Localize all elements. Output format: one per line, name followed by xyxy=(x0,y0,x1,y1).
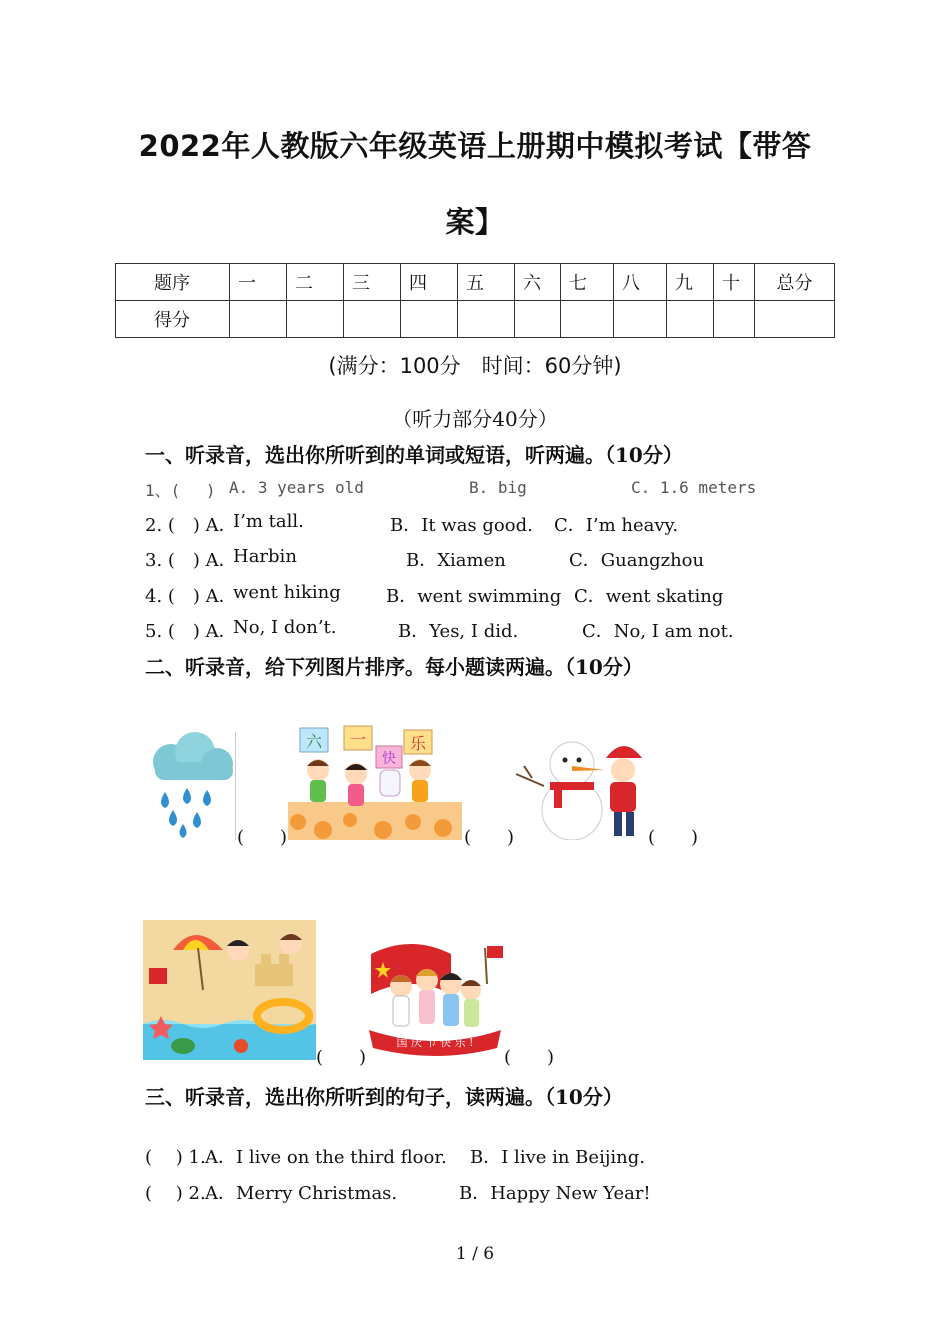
option-b: B．Xiamen xyxy=(406,550,506,571)
question-number: 5. ( ) A． xyxy=(145,621,237,642)
option-b: B．I live in Beijing. xyxy=(470,1147,645,1168)
question-row xyxy=(145,1143,785,1169)
rain-cloud-picture xyxy=(143,730,237,840)
score-table-header-cell: 一 xyxy=(230,264,287,301)
answer-blank[interactable]: ( ) xyxy=(237,827,288,848)
page-title-line1: 2022年人教版六年级英语上册期中模拟考试【带答 xyxy=(138,129,812,163)
section2-heading: 二、听录音，给下列图片排序。每小题读两遍。（10分） xyxy=(145,655,643,679)
flag-icon xyxy=(487,946,503,958)
score-table-header-cell: 二 xyxy=(287,264,344,301)
option-c: C．went skating xyxy=(574,586,724,607)
raindrops-icon xyxy=(161,788,211,838)
section3-heading: 三、听录音，选出你所听到的句子，读两遍。（10分） xyxy=(145,1085,623,1109)
option-b: B．It was good. xyxy=(390,515,533,536)
score-cell[interactable] xyxy=(515,301,561,338)
question-number: ( ) 1. xyxy=(145,1147,206,1168)
page-number: 1 / 6 xyxy=(455,1244,495,1264)
score-row-label: 得分 xyxy=(116,301,230,338)
score-table-header-cell: 七 xyxy=(561,264,614,301)
option-a: A．I live on the third floor. xyxy=(205,1147,447,1168)
score-cell[interactable] xyxy=(230,301,287,338)
option-c: C．No, I am not. xyxy=(582,621,734,642)
score-table-header-cell: 总分 xyxy=(755,264,835,301)
score-table-header-cell: 六 xyxy=(515,264,561,301)
snowman-picture xyxy=(514,736,648,840)
answer-blank[interactable]: ( ) xyxy=(316,1047,367,1068)
exam-meta: (满分：100分 时间：60分钟) xyxy=(328,354,622,378)
question-number: 3. ( ) A． xyxy=(145,550,237,571)
beach-picture xyxy=(143,920,316,1060)
score-cell[interactable] xyxy=(287,301,344,338)
question-row xyxy=(145,582,785,608)
question-row xyxy=(145,546,785,572)
score-table-score-row xyxy=(116,301,835,338)
question-number: 2. ( ) A． xyxy=(145,515,237,536)
option-b: B．Happy New Year! xyxy=(459,1183,651,1204)
score-table-header-cell: 三 xyxy=(344,264,401,301)
option-c: C. 1.6 meters xyxy=(631,478,757,497)
score-cell[interactable] xyxy=(458,301,515,338)
sign-text: 快 xyxy=(382,751,396,767)
option-a: Harbin xyxy=(233,546,297,567)
score-cell[interactable] xyxy=(561,301,614,338)
sign-text: 乐 xyxy=(409,734,427,753)
score-cell[interactable] xyxy=(614,301,667,338)
option-b: B．Yes, I did. xyxy=(398,621,519,642)
question-row xyxy=(145,511,785,537)
option-c: C．Guangzhou xyxy=(569,550,705,571)
sign-text: 一 xyxy=(349,730,367,749)
score-table-header-cell: 四 xyxy=(401,264,458,301)
answer-blank[interactable]: ( ) xyxy=(648,827,699,848)
answer-blank[interactable]: ( ) xyxy=(504,1047,555,1068)
option-b: B. big xyxy=(469,478,527,497)
option-a: A．Merry Christmas. xyxy=(205,1183,398,1204)
question-row xyxy=(145,617,785,643)
question-number: 4. ( ) A． xyxy=(145,586,237,607)
option-c: C．I’m heavy. xyxy=(554,515,679,536)
score-table-header-cell: 八 xyxy=(614,264,667,301)
banner-text: 国 庆 节 快 乐 ! xyxy=(396,1036,474,1049)
score-table-header-row xyxy=(116,264,835,301)
question-number: 1、( ) xyxy=(145,481,216,500)
score-cell[interactable] xyxy=(344,301,401,338)
question-row xyxy=(145,1179,785,1205)
score-cell[interactable] xyxy=(667,301,714,338)
score-table-header-cell: 五 xyxy=(458,264,515,301)
page-title-line2: 案】 xyxy=(445,205,505,239)
option-b: B．went swimming xyxy=(386,586,562,607)
option-a: A. 3 years old xyxy=(229,478,364,497)
sign-text: 六 xyxy=(305,732,323,751)
answer-blank[interactable]: ( ) xyxy=(464,827,515,848)
score-cell[interactable] xyxy=(714,301,755,338)
childrens-day-picture xyxy=(288,722,462,840)
option-a: I’m tall. xyxy=(233,511,304,532)
national-day-picture xyxy=(365,934,505,1060)
cloud-icon xyxy=(153,732,233,780)
option-a: went hiking xyxy=(233,582,341,603)
section1-heading: 一、听录音，选出你所听到的单词或短语，听两遍。（10分） xyxy=(145,443,683,467)
score-table-header-cell: 九 xyxy=(667,264,714,301)
question-number: ( ) 2. xyxy=(145,1183,206,1204)
question-row xyxy=(145,478,785,504)
option-a: No, I don’t. xyxy=(233,617,337,638)
picture-divider xyxy=(235,732,236,840)
score-cell[interactable] xyxy=(755,301,835,338)
score-table-header-cell: 题序 xyxy=(116,264,230,301)
score-table xyxy=(115,263,835,338)
score-cell[interactable] xyxy=(401,301,458,338)
listening-header: （听力部分40分） xyxy=(392,407,558,431)
score-table-header-cell: 十 xyxy=(714,264,755,301)
